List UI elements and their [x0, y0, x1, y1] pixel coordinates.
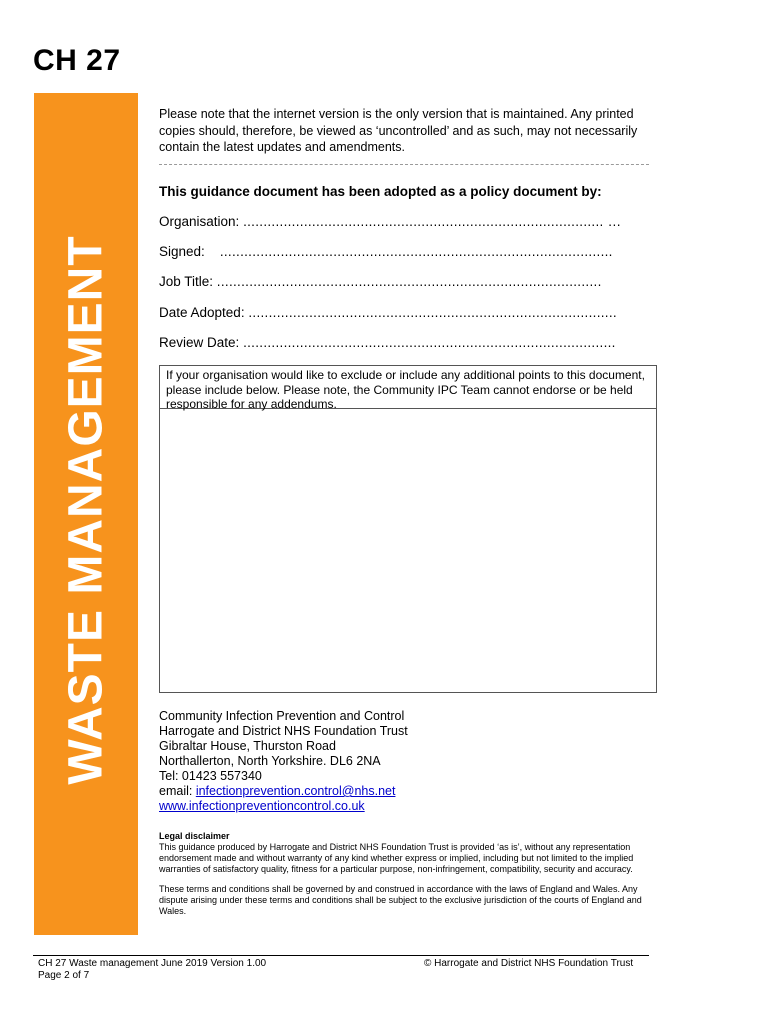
legal-paragraph: These terms and conditions shall be governed by and construed in accordance with the laws of England and Wales. Any dispute arising under these terms and conditions shall be subject to the exclusive jurisdiction of the courts of England and Wales. [159, 884, 642, 916]
legal-paragraph: This guidance produced by Harrogate and District NHS Foundation Trust is provided ‘as is’, without any representation endorsement made and without warranty of any kind whether express or implied, including but not limited to the implied warranties of satisfactory quality, fitness for a particular purpose, non-infringement, compatibility, security and accuracy. [159, 842, 634, 874]
field-review-date [159, 335, 616, 350]
field-signed [159, 244, 613, 259]
page-number: Page 2 of 7 [38, 970, 90, 981]
footer-divider [33, 955, 649, 956]
chapter-number: CH 27 [33, 44, 121, 77]
footer-copyright: © Harrogate and District NHS Foundation Trust [424, 958, 634, 969]
contact-address: Gibraltar House, Thurston Road [159, 739, 336, 753]
field-label: Job Title: [159, 274, 214, 289]
addendum-note: If your organisation would like to exclude or include any additional points to this document, please include below. Please note, the Community IPC Team cannot endorse or be held responsible for any addendums. [160, 366, 656, 409]
addendum-entry-area[interactable] [160, 409, 656, 693]
dashed-divider [159, 164, 649, 165]
field-job-title [159, 274, 602, 289]
contact-town: Northallerton, North Yorkshire. DL6 2NA [159, 754, 381, 768]
contact-block [159, 709, 408, 814]
field-dots: ......................................................................................... … [243, 214, 622, 229]
website-link[interactable]: www.infectionpreventioncontrol.co.uk [159, 799, 365, 813]
footer-doc-info: CH 27 Waste management June 2019 Version 1.00 [38, 958, 267, 969]
adoption-heading: This guidance document has been adopted as a policy document by: [159, 184, 602, 199]
field-dots: ........................................................................................... [248, 305, 617, 320]
field-label: Organisation: [159, 214, 240, 229]
side-band-title: WASTE MANAGEMENT [59, 235, 113, 785]
contact-email-line [159, 784, 408, 799]
contact-org: Community Infection Prevention and Control [159, 709, 405, 723]
field-label: Date Adopted: [159, 305, 245, 320]
contact-trust: Harrogate and District NHS Foundation Trust [159, 724, 408, 738]
footer-left [38, 958, 266, 982]
email-label: email: [159, 784, 196, 798]
field-date-adopted [159, 305, 617, 320]
field-label: Signed: [159, 244, 205, 259]
legal-disclaimer [159, 831, 649, 926]
field-label: Review Date: [159, 335, 240, 350]
email-link[interactable]: infectionprevention.control@nhs.net [195, 784, 396, 798]
contact-tel: Tel: 01423 557340 [159, 769, 262, 783]
field-dots: ................................................................................................. [219, 244, 613, 259]
version-notice: Please note that the internet version is the only version that is maintained. Any printed copies should, therefore, be viewed as ‘uncontrolled’ and as such, may not necessarily contain the latest updates and amendments. [159, 107, 638, 154]
addendum-box [159, 365, 657, 693]
legal-title: Legal disclaimer [159, 831, 230, 841]
field-organisation [159, 214, 621, 229]
field-dots: ............................................................................................... [216, 274, 602, 289]
field-dots: ............................................................................................ [243, 335, 616, 350]
